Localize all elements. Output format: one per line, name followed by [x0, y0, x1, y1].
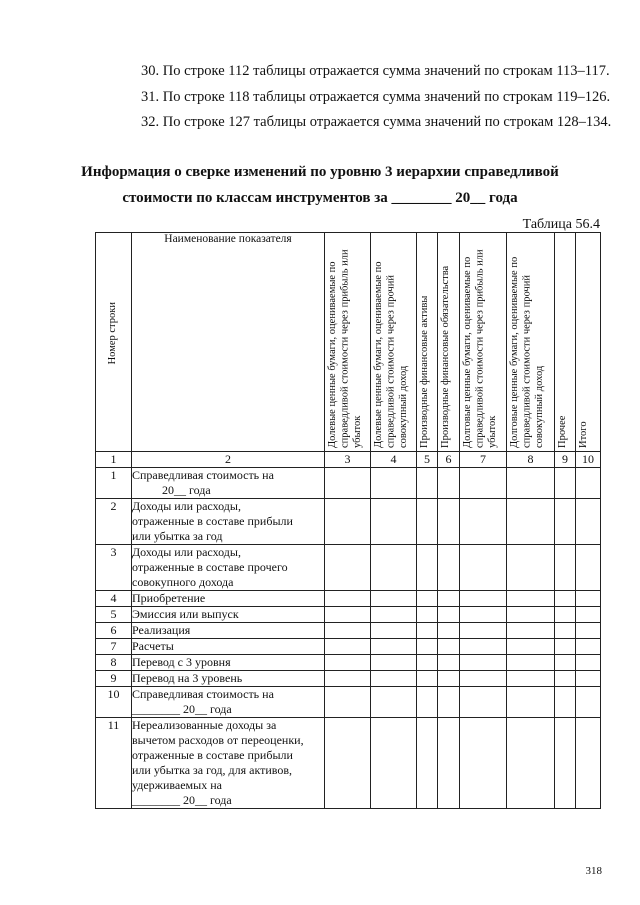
paragraph-30: 30. По строке 112 таблицы отражается сумма значений по строкам 113–117.: [141, 63, 610, 79]
row-number: 6: [96, 623, 132, 639]
row-text-line: Справедливая стоимость на: [132, 468, 274, 482]
value-cell: [325, 468, 371, 499]
row-indicator-name: [132, 687, 325, 718]
column-number: 1: [96, 452, 132, 468]
row-text-line: Расчеты: [132, 639, 174, 653]
value-cell: [371, 499, 417, 545]
row-number: 5: [96, 607, 132, 623]
value-cell: [460, 655, 507, 671]
value-cell: [371, 591, 417, 607]
value-cell: [555, 499, 576, 545]
value-cell: [555, 718, 576, 809]
value-cell: [460, 623, 507, 639]
value-cell: [460, 671, 507, 687]
value-cell: [507, 545, 555, 591]
value-cell: [417, 591, 438, 607]
row-number: 2: [96, 499, 132, 545]
column-number: 9: [555, 452, 576, 468]
value-cell: [555, 623, 576, 639]
value-cell: [460, 545, 507, 591]
value-cell: [438, 671, 460, 687]
table-row: [96, 639, 601, 655]
row-number: 8: [96, 655, 132, 671]
value-cell: [417, 499, 438, 545]
row-indicator-name: [132, 607, 325, 623]
header-col5: Производные финансовые активы: [417, 233, 438, 452]
value-cell: [371, 671, 417, 687]
paragraph-32: 32. По строке 127 таблицы отражается сумма значений по строкам 128–134.: [141, 114, 612, 130]
row-indicator-name: [132, 655, 325, 671]
table-title-line2: стоимости по классам инструментов за ________ 20__ года: [122, 190, 518, 206]
value-cell: [371, 607, 417, 623]
table-row: [96, 545, 601, 591]
header-col9: Прочее: [555, 233, 576, 452]
column-number: 10: [576, 452, 601, 468]
row-number: 3: [96, 545, 132, 591]
row-indicator-name: [132, 671, 325, 687]
header-row-number: Номер строки: [96, 233, 132, 452]
value-cell: [507, 718, 555, 809]
row-text-line: Перевод на 3 уровень: [132, 671, 243, 685]
value-cell: [417, 545, 438, 591]
value-cell: [576, 718, 601, 809]
header-row: [96, 233, 601, 452]
value-cell: [325, 607, 371, 623]
value-cell: [325, 718, 371, 809]
value-cell: [555, 545, 576, 591]
value-cell: [417, 655, 438, 671]
table-row: [96, 499, 601, 545]
value-cell: [460, 639, 507, 655]
value-cell: [576, 468, 601, 499]
table-title-line1: Информация о сверке изменений по уровню 3 иерархии справедливой: [81, 164, 559, 180]
row-number: 4: [96, 591, 132, 607]
value-cell: [460, 687, 507, 718]
row-text-line: Приобретение: [132, 591, 206, 605]
row-indicator-name: [132, 545, 325, 591]
value-cell: [438, 639, 460, 655]
value-cell: [507, 671, 555, 687]
value-cell: [325, 591, 371, 607]
row-text-line: Нереализованные доходы за: [132, 718, 277, 732]
row-text-line: вычетом расходов от переоценки,: [132, 733, 304, 747]
value-cell: [438, 623, 460, 639]
column-number: 6: [438, 452, 460, 468]
row-text-line: 20__ года: [132, 483, 211, 497]
table-row: [96, 671, 601, 687]
value-cell: [507, 468, 555, 499]
value-cell: [460, 607, 507, 623]
row-indicator-name: [132, 499, 325, 545]
table-row: [96, 655, 601, 671]
value-cell: [325, 671, 371, 687]
row-text-line: отраженные в составе прочего: [132, 560, 288, 574]
row-indicator-name: [132, 718, 325, 809]
value-cell: [371, 718, 417, 809]
column-number: 4: [371, 452, 417, 468]
row-text-line: Перевод с 3 уровня: [132, 655, 231, 669]
value-cell: [555, 671, 576, 687]
value-cell: [371, 623, 417, 639]
value-cell: [371, 468, 417, 499]
value-cell: [576, 655, 601, 671]
value-cell: [438, 655, 460, 671]
header-col3: Долевые ценные бумаги, оцениваемые по справедливой стоимости через прибыль или убыток: [325, 233, 371, 452]
value-cell: [417, 468, 438, 499]
row-indicator-name: [132, 623, 325, 639]
value-cell: [438, 718, 460, 809]
value-cell: [417, 687, 438, 718]
table-row: [96, 591, 601, 607]
row-text-line: отраженные в составе прибыли: [132, 514, 293, 528]
value-cell: [371, 655, 417, 671]
value-cell: [438, 545, 460, 591]
value-cell: [507, 639, 555, 655]
value-cell: [576, 591, 601, 607]
header-col8: Долговые ценные бумаги, оцениваемые по справедливой стоимости через прочий совокупный доход: [507, 233, 555, 452]
paragraph-31: 31. По строке 118 таблицы отражается сумма значений по строкам 119–126.: [141, 89, 611, 105]
row-text-line: отраженные в составе прибыли: [132, 748, 293, 762]
row-number: 9: [96, 671, 132, 687]
header-col10: Итого: [576, 233, 601, 452]
value-cell: [417, 639, 438, 655]
value-cell: [576, 687, 601, 718]
row-number: 10: [96, 687, 132, 718]
table-row: [96, 687, 601, 718]
row-text-line: ________ 20__ года: [132, 793, 232, 807]
value-cell: [438, 499, 460, 545]
row-text-line: Эмиссия или выпуск: [132, 607, 239, 621]
row-text-line: Доходы или расходы,: [132, 499, 241, 513]
value-cell: [507, 623, 555, 639]
table-row: [96, 718, 601, 809]
value-cell: [555, 655, 576, 671]
value-cell: [417, 671, 438, 687]
value-cell: [438, 468, 460, 499]
row-text-line: Доходы или расходы,: [132, 545, 241, 559]
table-row: [96, 468, 601, 499]
value-cell: [325, 499, 371, 545]
value-cell: [325, 623, 371, 639]
row-indicator-name: [132, 591, 325, 607]
row-indicator-name: [132, 468, 325, 499]
column-number-row: [96, 452, 601, 468]
value-cell: [576, 671, 601, 687]
column-number: 3: [325, 452, 371, 468]
value-cell: [460, 591, 507, 607]
table-row: [96, 607, 601, 623]
column-number: 7: [460, 452, 507, 468]
table-row: [96, 623, 601, 639]
header-col4: Долевые ценные бумаги, оцениваемые по справедливой стоимости через прочий совокупный доход: [371, 233, 417, 452]
value-cell: [438, 591, 460, 607]
header-col7: Долговые ценные бумаги, оцениваемые по справедливой стоимости через прибыль или убыток: [460, 233, 507, 452]
value-cell: [371, 687, 417, 718]
value-cell: [576, 639, 601, 655]
column-number: 5: [417, 452, 438, 468]
value-cell: [460, 499, 507, 545]
value-cell: [417, 718, 438, 809]
row-number: 1: [96, 468, 132, 499]
value-cell: [576, 545, 601, 591]
value-cell: [325, 639, 371, 655]
value-cell: [507, 655, 555, 671]
row-text-line: удерживаемых на: [132, 778, 222, 792]
value-cell: [460, 718, 507, 809]
value-cell: [555, 468, 576, 499]
value-cell: [371, 639, 417, 655]
value-cell: [507, 591, 555, 607]
row-number: 11: [96, 718, 132, 809]
value-cell: [507, 499, 555, 545]
header-indicator-name: Наименование показателя: [132, 233, 325, 452]
value-cell: [417, 607, 438, 623]
value-cell: [555, 591, 576, 607]
value-cell: [555, 607, 576, 623]
value-cell: [507, 687, 555, 718]
table-body: [96, 468, 601, 809]
value-cell: [576, 607, 601, 623]
header-col6: Производные финансовые обязательства: [438, 233, 460, 452]
row-text-line: Реализация: [132, 623, 191, 637]
value-cell: [555, 687, 576, 718]
value-cell: [438, 687, 460, 718]
value-cell: [576, 499, 601, 545]
page-number: 318: [585, 865, 602, 877]
value-cell: [460, 468, 507, 499]
value-cell: [371, 545, 417, 591]
reconciliation-table: [95, 232, 601, 809]
row-number: 7: [96, 639, 132, 655]
row-text-line: Справедливая стоимость на: [132, 687, 274, 701]
value-cell: [417, 623, 438, 639]
row-text-line: или убытка за год: [132, 529, 223, 543]
row-indicator-name: [132, 639, 325, 655]
row-text-line: ________ 20__ года: [132, 702, 232, 716]
table-label: Таблица 56.4: [522, 217, 600, 232]
value-cell: [325, 545, 371, 591]
row-text-line: или убытка за год, для активов,: [132, 763, 293, 777]
value-cell: [507, 607, 555, 623]
value-cell: [555, 639, 576, 655]
column-number: 2: [132, 452, 325, 468]
value-cell: [438, 607, 460, 623]
value-cell: [576, 623, 601, 639]
row-text-line: совокупного дохода: [132, 575, 234, 589]
column-number: 8: [507, 452, 555, 468]
value-cell: [325, 655, 371, 671]
value-cell: [325, 687, 371, 718]
